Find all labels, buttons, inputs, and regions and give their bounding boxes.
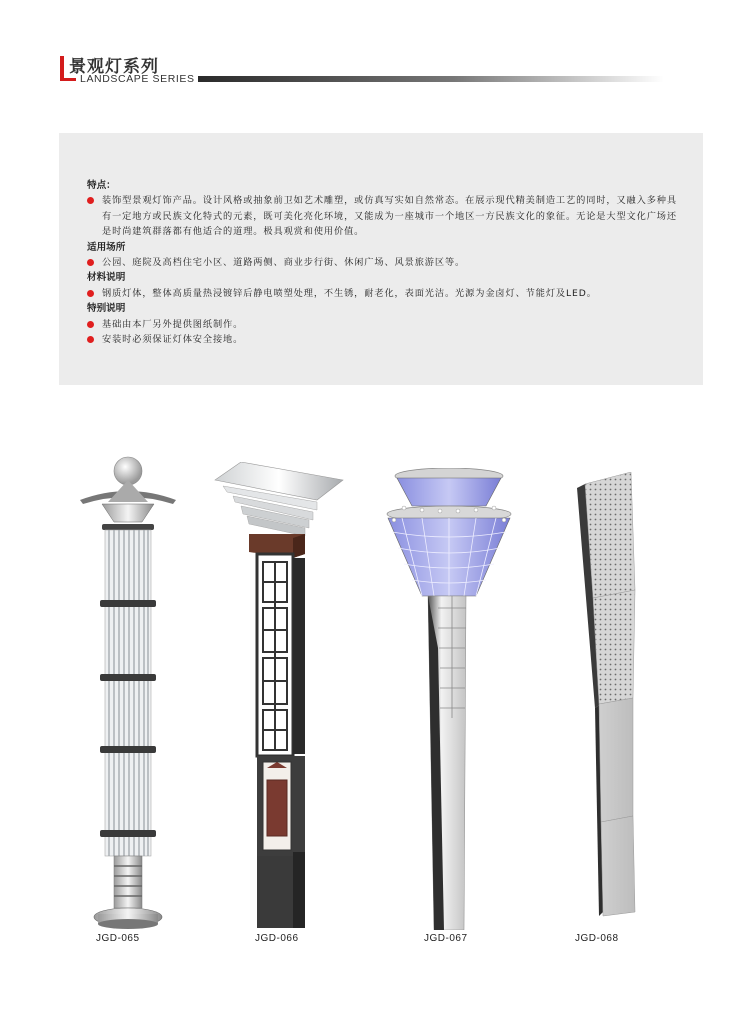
info-panel [59, 133, 703, 385]
lamp-jgd-067-illustration [382, 468, 516, 930]
header-gradient-rule [198, 76, 664, 82]
page-subtitle: LANDSCAPE SERIES [80, 73, 195, 85]
model-label: JGD-066 [255, 933, 299, 944]
applications-title: 适用场所 [87, 241, 126, 253]
list-item: 基础由本厂另外提供图纸制作。 [87, 317, 687, 332]
list-item: 钢质灯体，整体高质量热浸镀锌后静电喷塑处理，不生锈，耐老化，表面光洁。光源为金卤灯、节能灯及LED。 [87, 286, 687, 301]
header-accent-bar [60, 56, 64, 78]
bullet-icon [87, 336, 94, 343]
header-red-tick [60, 78, 76, 81]
model-label: JGD-068 [575, 933, 619, 944]
lamp-jgd-065-illustration [78, 452, 182, 930]
materials-title: 材料说明 [87, 272, 126, 284]
list-item: 公园、庭院及高档住宅小区、道路两侧、商业步行街、休闲广场、风景旅游区等。 [87, 255, 687, 270]
bullet-icon [87, 290, 94, 297]
lamp-jgd-066-illustration [213, 462, 345, 930]
model-label: JGD-065 [96, 933, 140, 944]
page-title: 景观灯系列 [69, 57, 159, 77]
list-item: 装饰型景观灯饰产品。设计风格或抽象前卫如艺术雕塑，或仿真写实如自然常态。在展示现代精美制造工艺的同时，又融入多种具有一定地方或民族文化特式的元素，既可美化亮化环境，又能成为一座城市一个地区一方民族文化的象征。无论是大型文化广场还是时尚建筑群落都有他适合的道理。极具观赏和使用价值。 [87, 193, 687, 239]
features-title: 特点： [87, 180, 116, 191]
special-title: 特别说明 [87, 303, 126, 315]
info-content [87, 178, 687, 347]
bullet-icon [87, 197, 94, 204]
lamp-jgd-068-illustration [573, 472, 639, 918]
bullet-icon [87, 321, 94, 328]
model-label: JGD-067 [424, 933, 468, 944]
bullet-icon [87, 259, 94, 266]
list-item: 安装时必须保证灯体安全接地。 [87, 332, 687, 347]
